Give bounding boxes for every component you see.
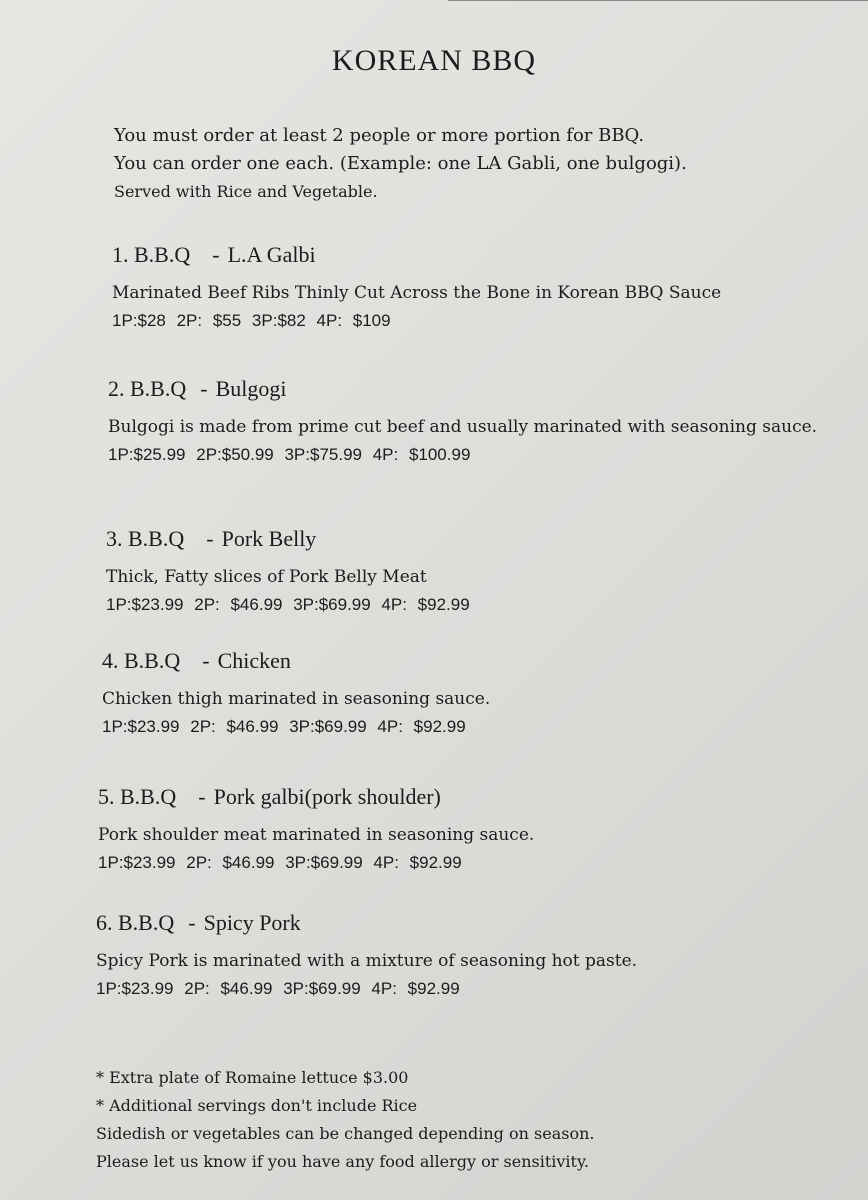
note-line: Please let us know if you have any food allergy or sensitivity. (96, 1152, 589, 1171)
item-description: Marinated Beef Ribs Thinly Cut Across the Bone in Korean BBQ Sauce (112, 283, 722, 303)
page-title: KOREAN BBQ (331, 44, 537, 77)
item-price: 1P:$28 2P: $55 3P:$82 4P: $109 (112, 311, 391, 330)
note-line: Sidedish or vegetables can be changed depending on season. (96, 1124, 595, 1143)
item-description: Chicken thigh marinated in seasoning sauce. (102, 689, 491, 709)
item-price: 1P:$23.99 2P: $46.99 3P:$69.99 4P: $92.99 (96, 979, 460, 998)
item-name: 2. B.B.Q - Bulgogi (108, 376, 287, 401)
menu-item-la-galbi (112, 242, 832, 331)
intro-text (114, 122, 687, 206)
menu-item-chicken (102, 648, 822, 737)
item-price: 1P:$23.99 2P: $46.99 3P:$69.99 4P: $92.99 (106, 595, 470, 614)
item-description: Bulgogi is made from prime cut beef and usually marinated with seasoning sauce. (108, 417, 818, 437)
menu-item-spicy-pork (96, 910, 816, 999)
item-name: 5. B.B.Q - Pork galbi(pork shoulder) (98, 784, 441, 809)
item-price: 1P:$25.99 2P:$50.99 3P:$75.99 4P: $100.99 (108, 445, 471, 464)
note-line: * Additional servings don't include Rice (96, 1096, 418, 1115)
intro-line: You can order one each. (Example: one LA Gabli, one bulgogi). (114, 153, 687, 174)
menu-item-bulgogi (108, 376, 828, 465)
item-description: Spicy Pork is marinated with a mixture of seasoning hot paste. (96, 951, 638, 971)
item-name: 1. B.B.Q - L.A Galbi (112, 242, 316, 267)
note-line: * Extra plate of Romaine lettuce $3.00 (96, 1068, 409, 1087)
top-edge-line (448, 0, 868, 1)
intro-line: You must order at least 2 people or more portion for BBQ. (114, 125, 645, 146)
item-description: Pork shoulder meat marinated in seasoning sauce. (98, 825, 535, 845)
footer-notes (96, 1064, 594, 1176)
menu-item-pork-galbi (98, 784, 818, 873)
item-price: 1P:$23.99 2P: $46.99 3P:$69.99 4P: $92.99 (102, 717, 466, 736)
menu-item-pork-belly (106, 526, 826, 615)
item-description: Thick, Fatty slices of Pork Belly Meat (106, 567, 427, 587)
intro-line: Served with Rice and Vegetable. (114, 182, 378, 201)
item-name: 6. B.B.Q - Spicy Pork (96, 910, 301, 935)
item-name: 3. B.B.Q - Pork Belly (106, 526, 317, 551)
item-price: 1P:$23.99 2P: $46.99 3P:$69.99 4P: $92.99 (98, 853, 462, 872)
item-name: 4. B.B.Q - Chicken (102, 648, 291, 673)
